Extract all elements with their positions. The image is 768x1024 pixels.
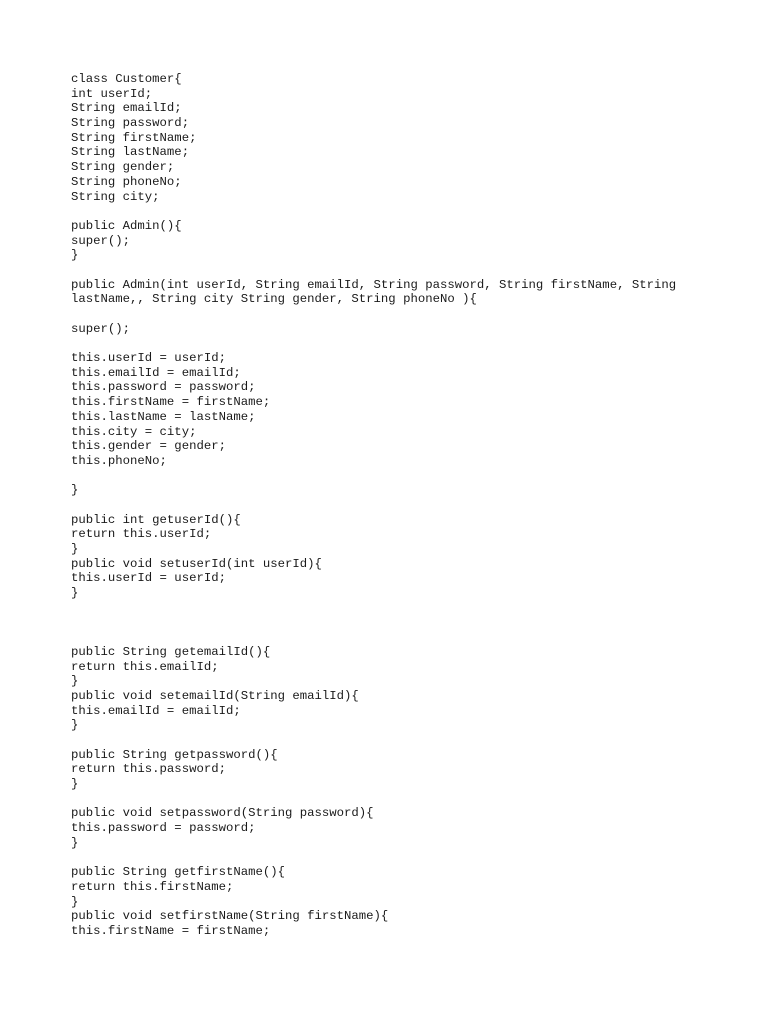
- code-line: public String getpassword(){: [71, 747, 278, 762]
- code-line: }: [71, 674, 79, 689]
- code-line: String city;: [71, 189, 160, 204]
- code-line: String firstName;: [71, 130, 197, 145]
- code-line: public void setfirstName(String firstName){: [71, 909, 389, 924]
- blank-line: [71, 263, 711, 278]
- code-line: String gender;: [71, 160, 175, 175]
- code-line: String lastName;: [71, 145, 190, 160]
- code-line: public int getuserId(){: [71, 512, 241, 527]
- code-line: }: [71, 586, 79, 601]
- blank-line: [71, 792, 711, 807]
- code-line: }: [71, 248, 79, 263]
- code-listing: [71, 72, 711, 939]
- code-line: this.lastName = lastName;: [71, 409, 256, 424]
- code-line: this.phoneNo;: [71, 453, 167, 468]
- code-line: this.gender = gender;: [71, 439, 226, 454]
- code-line: return this.password;: [71, 762, 226, 777]
- code-line: this.firstName = firstName;: [71, 395, 271, 410]
- blank-line: [71, 498, 711, 513]
- blank-line: [71, 469, 711, 484]
- code-line: this.userId = userId;: [71, 351, 226, 366]
- code-line: class Customer{: [71, 72, 182, 86]
- code-line: return this.emailId;: [71, 659, 219, 674]
- code-line: return this.firstName;: [71, 879, 234, 894]
- code-line: this.password = password;: [71, 380, 256, 395]
- blank-line: [71, 733, 711, 748]
- code-line: this.firstName = firstName;: [71, 923, 271, 938]
- code-line: public String getfirstName(){: [71, 865, 286, 880]
- code-line: this.city = city;: [71, 424, 197, 439]
- blank-line: [71, 307, 711, 322]
- code-line: public void setemailId(String emailId){: [71, 688, 359, 703]
- code-line: }: [71, 483, 79, 498]
- code-line: lastName,, String city String gender, String phoneNo ){: [71, 292, 477, 307]
- code-line: int userId;: [71, 86, 153, 101]
- blank-line: [71, 601, 711, 616]
- blank-line: [71, 850, 711, 865]
- code-line: }: [71, 542, 79, 556]
- code-line: this.emailId = emailId;: [71, 703, 241, 718]
- code-line: public void setuserId(int userId){: [71, 556, 322, 571]
- blank-line: [71, 204, 711, 219]
- code-line: }: [71, 894, 79, 909]
- code-line: }: [71, 777, 79, 791]
- code-line: this.emailId = emailId;: [71, 365, 241, 380]
- code-line: String password;: [71, 116, 190, 131]
- code-line: public void setpassword(String password){: [71, 806, 374, 821]
- blank-line: [71, 336, 711, 351]
- code-line: return this.userId;: [71, 527, 212, 542]
- code-line: String emailId;: [71, 101, 182, 116]
- code-line: }: [71, 718, 79, 733]
- code-line: this.userId = userId;: [71, 571, 226, 586]
- blank-line: [71, 630, 711, 645]
- blank-line: [71, 615, 711, 630]
- code-line: public String getemailId(){: [71, 644, 271, 659]
- code-line: this.password = password;: [71, 821, 256, 836]
- code-line: public Admin(int userId, String emailId, String password, String firstName, String: [71, 277, 677, 292]
- code-line: String phoneNo;: [71, 174, 182, 189]
- code-line: public Admin(){: [71, 218, 182, 233]
- code-line: super();: [71, 321, 131, 336]
- code-line: }: [71, 835, 79, 850]
- code-line: super();: [71, 233, 131, 248]
